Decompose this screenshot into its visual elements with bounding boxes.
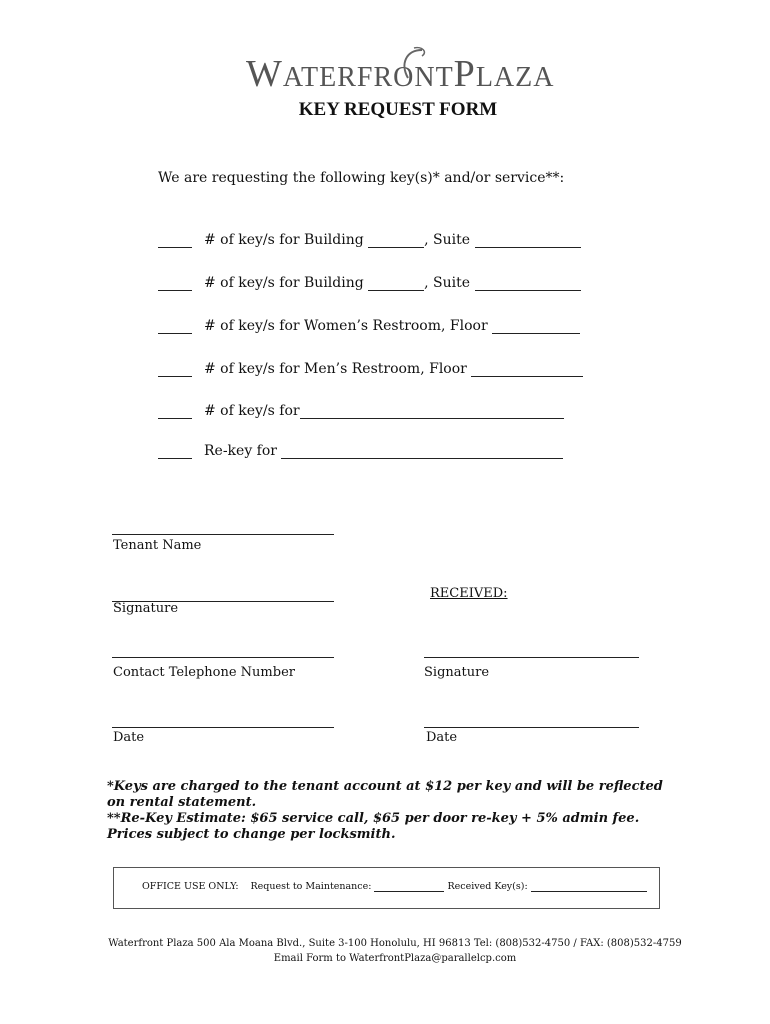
rekey-estimate-note: **Re-Key Estimate: $65 service call, $65 per door re-key + 5% admin fee. Prices subject to change per locksmith. — [107, 811, 640, 842]
building-blank[interactable] — [368, 233, 424, 248]
quantity-blank[interactable] — [158, 276, 192, 291]
quantity-blank[interactable] — [158, 404, 192, 419]
row-label: # of key/s for Building — [204, 232, 364, 248]
logo-swirl-icon — [392, 44, 432, 84]
tenant-name-line[interactable] — [112, 534, 334, 535]
suite-blank[interactable] — [475, 233, 581, 248]
quantity-blank[interactable] — [158, 319, 192, 334]
received-date-line[interactable] — [424, 727, 639, 728]
tenant-signature-label: Signature — [113, 601, 179, 616]
contact-phone-label: Contact Telephone Number — [113, 665, 295, 680]
row-suffix: , Suite — [424, 232, 471, 248]
received-heading: RECEIVED: — [430, 586, 508, 601]
footer-email: Email Form to WaterfrontPlaza@parallelcp.com — [273, 953, 517, 964]
office-use-box — [113, 867, 660, 909]
row-suffix: , Suite — [424, 275, 471, 291]
tenant-date-label: Date — [113, 730, 145, 745]
contact-phone-line[interactable] — [112, 657, 334, 658]
received-signature-label: Signature — [424, 665, 490, 680]
suite-blank[interactable] — [475, 276, 581, 291]
other-blank[interactable] — [300, 404, 564, 419]
received-signature-line[interactable] — [424, 657, 639, 658]
floor-blank[interactable] — [471, 362, 583, 377]
maintenance-blank[interactable] — [374, 882, 444, 892]
form-title: KEY REQUEST FORM — [298, 99, 498, 120]
quantity-blank[interactable] — [158, 444, 192, 459]
footer-address: Waterfront Plaza 500 Ala Moana Blvd., Suite 3-100 Honolulu, HI 96813 Tel: (808)532-4750 / FAX: (808)532-4759 — [108, 938, 682, 949]
quantity-blank[interactable] — [158, 362, 192, 377]
key-row-building-1 — [158, 228, 581, 248]
row-label: Re-key for — [204, 443, 277, 459]
keys-charge-note: *Keys are charged to the tenant account at $12 per key and will be reflected on rental statement. — [107, 779, 663, 810]
row-label: # of key/s for Building — [204, 275, 364, 291]
key-row-womens-restroom — [158, 314, 580, 334]
key-row-other — [158, 399, 564, 419]
rekey-row — [158, 439, 563, 459]
fee-notes — [107, 779, 677, 843]
row-label: # of key/s for Men’s Restroom, Floor — [204, 361, 467, 377]
key-row-building-2 — [158, 271, 581, 291]
key-row-mens-restroom — [158, 357, 583, 377]
intro-text: We are requesting the following key(s)* and/or service**: — [158, 170, 565, 186]
tenant-name-label: Tenant Name — [113, 538, 202, 553]
row-label: # of key/s for — [204, 403, 300, 419]
row-label: # of key/s for Women’s Restroom, Floor — [204, 318, 488, 334]
waterfront-plaza-logo: WATERFRONTPLAZA — [246, 53, 555, 95]
received-date-label: Date — [426, 730, 458, 745]
office-use-label: OFFICE USE ONLY: — [142, 881, 239, 892]
building-blank[interactable] — [368, 276, 424, 291]
received-keys-label: Received Key(s): — [447, 881, 528, 892]
floor-blank[interactable] — [492, 319, 580, 334]
maintenance-label: Request to Maintenance: — [250, 881, 372, 892]
tenant-date-line[interactable] — [112, 727, 334, 728]
footer — [0, 936, 770, 966]
quantity-blank[interactable] — [158, 233, 192, 248]
received-keys-blank[interactable] — [531, 882, 647, 892]
rekey-blank[interactable] — [281, 444, 563, 459]
